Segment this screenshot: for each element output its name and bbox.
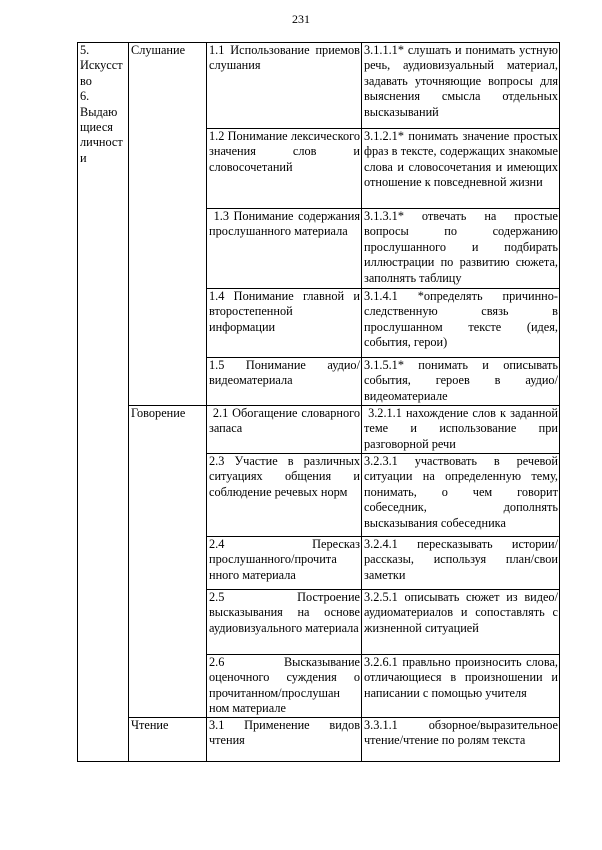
activity-cell: Говорение [129,406,207,718]
subskill-cell: 3.1 Применение видов чтения [207,717,362,761]
objective-cell: 3.1.3.1* отвечать на простые вопросы по содержанию прослушанного и подбирать иллюстрации по развитию сюжета, заполнять таблицу [362,209,560,289]
subskill-cell: 1.1 Использование приемов слушания [207,43,362,129]
activity-cell: Слушание [129,43,207,406]
subskill-cell: 2.5 Построение высказывания на основе аудиовизуального материала [207,590,362,655]
subskill-cell: 1.3 Понимание содержания прослушанного материала [207,209,362,289]
objective-cell: 3.1.4.1 *определять причинно-следственную связь в прослушанном тексте (идея, события, герои) [362,289,560,358]
objective-cell: 3.2.1.1 нахождение слов к заданной теме и использование при разговорной речи [362,406,560,454]
table-row [78,406,560,454]
table-body [78,43,560,762]
curriculum-table [77,42,560,762]
page-number: 231 [292,12,310,26]
objective-cell: 3.1.1.1* слушать и понимать устную речь, аудиовизуальный материал, задавать уточняющие вопросы для выяснения смысла отдельных высказываний [362,43,560,129]
activity-cell: Чтение [129,717,207,761]
section-cell: 5. Искусст во 6. Выдаю щиеся личност и [78,43,129,762]
objective-cell: 3.3.1.1 обзорное/выразительное чтение/чтение по ролям текста [362,717,560,761]
subskill-cell: 1.4 Понимание главной и второстепенной информации [207,289,362,358]
subskill-cell: 1.2 Понимание лексического значения слов и словосочетаний [207,129,362,209]
subskill-cell: 2.4 Пересказ прослушанного/прочита нного материала [207,537,362,590]
subskill-cell: 1.5 Понимание аудио/видеоматериала [207,358,362,406]
objective-cell: 3.1.2.1* понимать значение простых фраз в тексте, содержащих знакомые слова и словосочетания и имеющих отношение к повседневной жизни [362,129,560,209]
subskill-cell: 2.6 Высказывание оценочного суждения о прочитанном/прослушан ном материале [207,655,362,718]
objective-cell: 3.2.5.1 описывать сюжет из видео/ аудиоматериалов и сопоставлять с жизненной ситуацией [362,590,560,655]
subskill-cell: 2.3 Участие в различных ситуациях общения и соблюдение речевых норм [207,454,362,537]
table-row [78,43,560,129]
objective-cell: 3.2.3.1 участвовать в речевой ситуации на определенную тему, понимать, о чем говорит собеседник, дополнять высказывания собеседника [362,454,560,537]
objective-cell: 3.2.6.1 правльно произносить слова, отличающиеся в произношении и написании с помощью учителя [362,655,560,718]
table-row [78,717,560,761]
objective-cell: 3.2.4.1 пересказывать истории/рассказы, используя план/свои заметки [362,537,560,590]
subskill-cell: 2.1 Обогащение словарного запаса [207,406,362,454]
objective-cell: 3.1.5.1* понимать и описывать события, героев в аудио/видеоматериале [362,358,560,406]
